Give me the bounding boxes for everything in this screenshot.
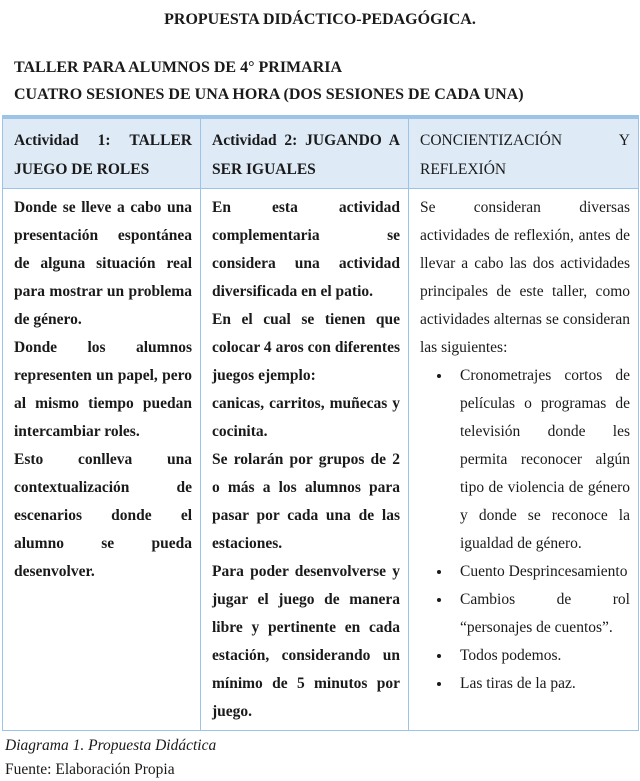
activity-2-paragraph: Se rolarán por grupos de 2 o más a los alumnos para pasar por cada una de las estaciones. [212, 451, 400, 552]
activity-1-paragraph: Esto conlleva una contextualización de escenarios donde el alumno se pueda desenvolver. [14, 451, 192, 580]
header-concientizacion: CONCIENTIZACIÓN Y REFLEXIÓN [409, 117, 639, 189]
reflexion-bullet-list [420, 362, 630, 698]
table-body-row [3, 189, 639, 731]
activity-2-paragraph: Para poder desenvolverse y jugar el juego de manera libre y pertinente en cada estación, considerando un mínimo de 5 minutos por juego. [212, 563, 400, 720]
bullet-item: • Todos podemos. [452, 642, 630, 670]
cell-activity-2 [201, 189, 409, 731]
table-header-row [3, 117, 639, 189]
activity-1-paragraph: Donde los alumnos representen un papel, pero al mismo tiempo puedan intercambiar roles. [14, 339, 192, 440]
proposal-table [2, 115, 639, 731]
bullet-item: • Cuento Desprincesamiento [452, 558, 630, 586]
table-caption: Diagrama 1. Propuesta Didáctica [5, 737, 217, 754]
document-title: PROPUESTA DIDÁCTICO-PEDAGÓGICA. [164, 11, 476, 28]
activity-2-paragraph: En esta actividad complementaria se considera una actividad diversificada en el patio. [212, 199, 400, 300]
bullet-item: • Cronometrajes cortos de películas o programas de televisión donde les permita reconocer algún tipo de violencia de género y donde se reconoce la igualdad de género. [452, 362, 630, 558]
document-subtitles [14, 54, 638, 108]
bullet-item: • Las tiras de la paz. [452, 670, 630, 698]
cell-concientizacion [409, 189, 639, 731]
concientizacion-intro: Se consideran diversas actividades de reflexión, antes de llevar a cabo las dos actividades principales de este taller, como actividades alternas se consideran las siguientes: [420, 199, 630, 356]
activity-2-paragraph: En el cual se tienen que colocar 4 aros con diferentes juegos ejemplo: [212, 311, 400, 384]
table-source: Fuente: Elaboración Propia [5, 761, 175, 778]
activity-1-paragraph: Donde se lleve a cabo una presentación espontánea de alguna situación real para mostrar un problema de género. [14, 199, 192, 328]
subtitle-line-2: CUATRO SESIONES DE UNA HORA (DOS SESIONES DE CADA UNA) [14, 86, 524, 103]
activity-2-paragraph: canicas, carritos, muñecas y cocinita. [212, 395, 400, 440]
header-activity-1: Actividad 1: TALLER JUEGO DE ROLES [3, 117, 201, 189]
subtitle-line-1: TALLER PARA ALUMNOS DE 4° PRIMARIA [14, 59, 343, 76]
bullet-item: • Cambios de rol “personajes de cuentos”. [452, 586, 630, 642]
cell-activity-1 [3, 189, 201, 731]
header-activity-2: Actividad 2: JUGANDO A SER IGUALES [201, 117, 409, 189]
